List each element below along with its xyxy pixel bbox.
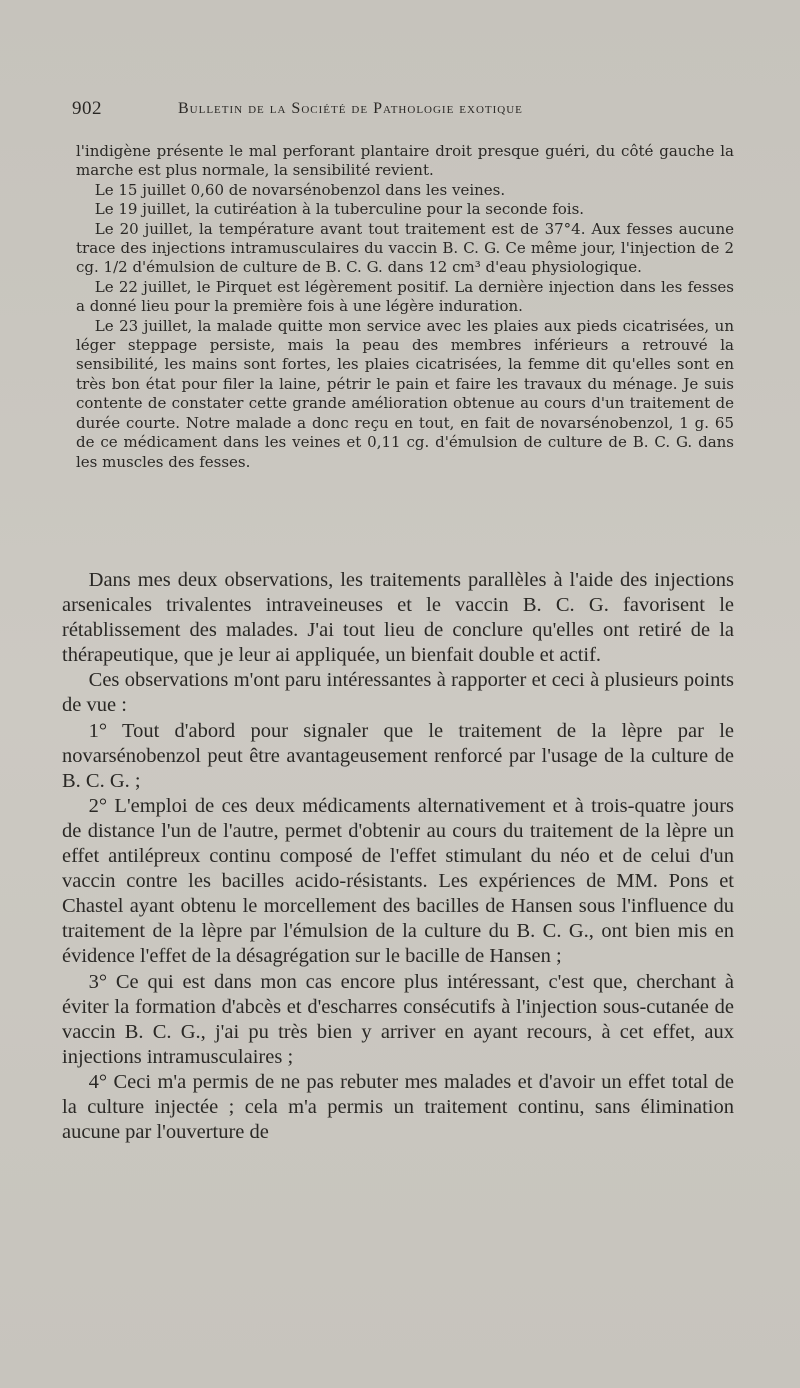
running-title: Bulletin de la Société de Pathologie exotique [178, 100, 523, 117]
paragraph: Le 15 juillet 0,60 de novarsénobenzol dans les veines. [94, 180, 506, 199]
list-item: 4° Ceci m'a permis de ne pas rebuter mes malades et d'avoir un effet total de la culture injectée ; cela m'a permis un traitement continu, sans élimination aucune par l'ouverture de [62, 1070, 734, 1144]
paragraph: Le 20 juillet, la température avant tout traitement est de 37°4. Aux fesses aucune trace des injections intramusculaires du vaccin B. C. G. Ce même jour, l'injection de 2 cg. 1/2 d'émulsion de culture de B. C. G. dans 12 cm³ d'eau physiologique. [76, 219, 734, 277]
paragraph: l'indigène présente le mal perforant plantaire droit presque guéri, du côté gauche la marche est plus normale, la sensibilité revient. [76, 142, 734, 180]
paragraph: Le 19 juillet, la cutiréation à la tuberculine pour la seconde fois. [94, 200, 585, 219]
list-item: 1° Tout d'abord pour signaler que le traitement de la lèpre par le novarsénobenzol peut être avantageusement renforcé par l'usage de la culture de B. C. G. ; [62, 719, 734, 792]
case-report-section [76, 142, 734, 472]
conclusion-section [62, 568, 734, 1145]
page-number: 902 [72, 98, 102, 119]
paragraph: Le 22 juillet, le Pirquet est légèrement positif. La dernière injection dans les fesses a donné lieu pour la première fois à une légère induration. [76, 277, 734, 316]
page-header [72, 98, 742, 122]
list-item: 3° Ce qui est dans mon cas encore plus intéressant, c'est que, cherchant à éviter la formation d'abcès et d'escharres consécutifs à l'injection sous-cutanée de vaccin B. C. G., j'ai pu très bien y arriver en ayant recours, à cet effet, aux injections intramusculaires ; [62, 970, 734, 1068]
paragraph: Dans mes deux observations, les traitements parallèles à l'aide des injections arsenicales trivalentes intraveineuses et le vaccin B. C. G. favorisent le rétablissement des malades. J'ai tout lieu de conclure qu'elles ont retiré de la thérapeutique, que je leur ai appliquée, un bienfait double et actif. [62, 569, 734, 667]
paragraph: Le 23 juillet, la malade quitte mon service avec les plaies aux pieds cicatrisées, un léger steppage persiste, mais la peau des membres inférieurs a retrouvé la sensibilité, les mains sont fortes, les plaies cicatrisées, la femme dit qu'elles sont en très bon état pour filer la laine, pétrir le pain et faire les travaux du ménage. Je suis contente de constater cette grande amélioration obtenue au cours d'un traitement de durée courte. Notre malade a donc reçu en tout, en fait de novarsénobenzol, 1 g. 65 de ce médicament dans les veines et 0,11 cg. d'émulsion de culture de B. C. G. dans les muscles des fesses. [76, 316, 734, 471]
paragraph: Ces observations m'ont paru intéressantes à rapporter et ceci à plusieurs points de vue : [62, 669, 734, 717]
list-item: 2° L'emploi de ces deux médicaments alternativement et à trois-quatre jours de distance l'un de l'autre, permet d'obtenir au cours du traitement de la lèpre un effet antilépreux continu composé de l'effet stimulant du néo et de celui d'un vaccin contre les bacilles acido-résistants. Les expériences de MM. Pons et Chastel ayant obtenu le morcellement des bacilles de Hansen sous l'influence du traitement de la lèpre par l'émulsion de la culture du B. C. G., ont bien mis en évidence l'effet de la désagrégation sur le bacille de Hansen ; [62, 794, 734, 968]
